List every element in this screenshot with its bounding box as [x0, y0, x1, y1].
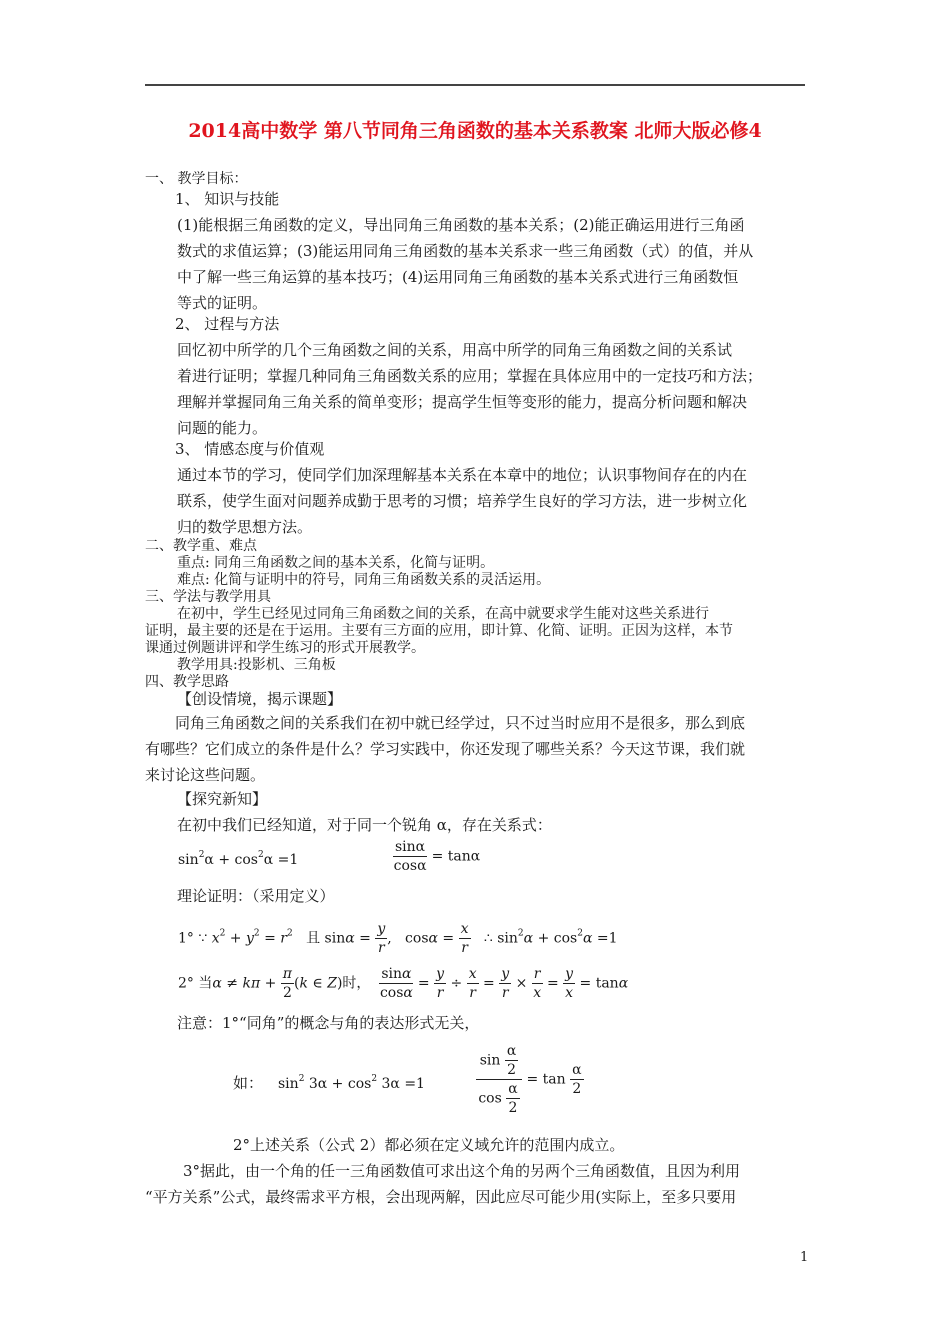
difficult-point: 难点: 化简与证明中的符号，同角三角函数关系的灵活运用。: [177, 572, 551, 588]
intro-body: [145, 710, 815, 788]
subsection-3-title: 3、 情感态度与价值观: [175, 440, 325, 458]
example-equation-1: $\sin^2 3\alpha + \cos^2 3\alpha =1$: [278, 1074, 425, 1092]
page-number: 1: [800, 1250, 809, 1265]
text-line: 问题的能力。: [177, 419, 268, 437]
subsection-3-body: [177, 462, 817, 540]
document-title: 2014高中数学 第八节同角三角函数的基本关系教案 北师大版必修4: [188, 120, 762, 142]
text-line: 来讨论这些问题。: [145, 766, 266, 784]
text-line: 课通过例题讲评和学生练习的形式开展教学。: [145, 640, 425, 656]
text-line: 证明，最主要的还是在于运用。主要有三方面的应用，即计算、化简、证明。正因为这样，本节: [145, 623, 733, 639]
proof-step-2: 2° 当α ≠ kπ + $\frac{\pi}{2}$ (k ∈ Z)时， $\frac{\sin\alpha}{\cos\alpha}$ = $\frac{y}{r}$ ÷ $\frac{x}{r}$ = $\frac{y}{r}$ × $\frac{r}{x}$ = $\frac{y}{x}$ = tanα: [178, 966, 629, 1001]
text-line: 中了解一些三角运算的基本技巧；(4)运用同角三角函数的基本关系式进行三角函数恒: [177, 268, 739, 286]
key-point: 重点: 同角三角函数之间的基本关系，化简与证明。: [177, 555, 495, 571]
proof-step-1: 1° ∵ $x^2 + y^2 = r^2$ 且 sinα = $\frac{y}{r}$ , cosα = $\frac{x}{r}$ ∴ $\sin^2\alpha + \cos^2\alpha =1$: [178, 921, 618, 956]
section-1-heading: 一、 教学目标：: [145, 171, 248, 187]
text-line: 有哪些？它们成立的条件是什么？学习实践中，你还发现了哪些关系？今天这节课，我们就: [145, 740, 746, 758]
example-label: 如：: [233, 1074, 264, 1092]
section-4-heading: 四、教学思路: [145, 674, 229, 690]
text-line: 同角三角函数之间的关系我们在初中就已经学过，只不过当时应用不是很多，那么到底: [175, 714, 746, 732]
proof-title: 理论证明：（采用定义）: [177, 887, 335, 905]
fraction-denominator: cosα: [393, 858, 427, 874]
section-2-heading: 二、教学重、难点: [145, 538, 257, 554]
note-3: [145, 1158, 815, 1210]
subsection-2-title: 2、 过程与方法: [175, 315, 280, 333]
equation-quotient: [393, 838, 480, 875]
fraction-numerator: sinα: [395, 839, 426, 855]
header-rule: [145, 84, 805, 86]
text-line: 回忆初中所学的几个三角函数之间的关系，用高中所学的同角三角函数之间的关系试: [177, 341, 733, 359]
text-line: 归的数学思想方法。: [177, 518, 313, 536]
equation-rhs: = tanα: [431, 848, 481, 865]
text-line: (1)能根据三角函数的定义，导出同角三角函数的基本关系；(2)能正确运用进行三角函: [177, 216, 745, 234]
intro-title: 【创设情境，揭示课题】: [177, 690, 343, 708]
text-line: 着进行证明；掌握几种同角三角函数关系的应用；掌握在具体应用中的一定技巧和方法；: [177, 367, 763, 385]
note-1: 注意：1°“同角”的概念与角的表达形式无关，: [177, 1014, 480, 1032]
text-line: 联系，使学生面对问题养成勤于思考的习惯；培养学生良好的学习方法，进一步树立化: [177, 492, 748, 510]
equation-pythagorean: $\sin^2\alpha + \cos^2\alpha =1$: [178, 850, 299, 868]
text-line: 数式的求值运算；(3)能运用同角三角函数的基本关系求一些三角函数（式）的值，并从: [177, 242, 754, 260]
text-line: 3°据此，由一个角的任一三角函数值可求出这个角的另两个三角函数值，且因为利用: [183, 1162, 741, 1180]
text-line: 在初中，学生已经见过同角三角函数之间的关系，在高中就要求学生能对这些关系进行: [177, 606, 709, 622]
text-line: 等式的证明。: [177, 294, 268, 312]
section-3-heading: 三、学法与教学用具: [145, 589, 271, 605]
subsection-2-body: [177, 337, 817, 441]
subsection-1-title: 1、 知识与技能: [175, 190, 280, 208]
explore-title: 【探究新知】: [177, 790, 268, 808]
example-equation-2: sin $\frac{\alpha}{2}$ cos $\frac{\alpha}{2}$ = tan $\frac{\alpha}{2}$: [476, 1042, 584, 1117]
text-line: 通过本节的学习，使同学们加深理解基本关系在本章中的地位；认识事物间存在的内在: [177, 466, 748, 484]
teaching-tools: 教学用具:投影机、三角板: [177, 657, 336, 673]
text-line: “平方关系”公式，最终需求平方根，会出现两解，因此应尽可能少用(实际上，至多只要用: [145, 1188, 737, 1206]
note-2: 2°上述关系（公式 2）都必须在定义域允许的范围内成立。: [233, 1136, 625, 1154]
text-line: 理解并掌握同角三角关系的简单变形；提高学生恒等变形的能力，提高分析问题和解决: [177, 393, 748, 411]
subsection-1-body: [177, 212, 817, 316]
explore-line: 在初中我们已经知道，对于同一个锐角 α，存在关系式：: [177, 816, 552, 834]
